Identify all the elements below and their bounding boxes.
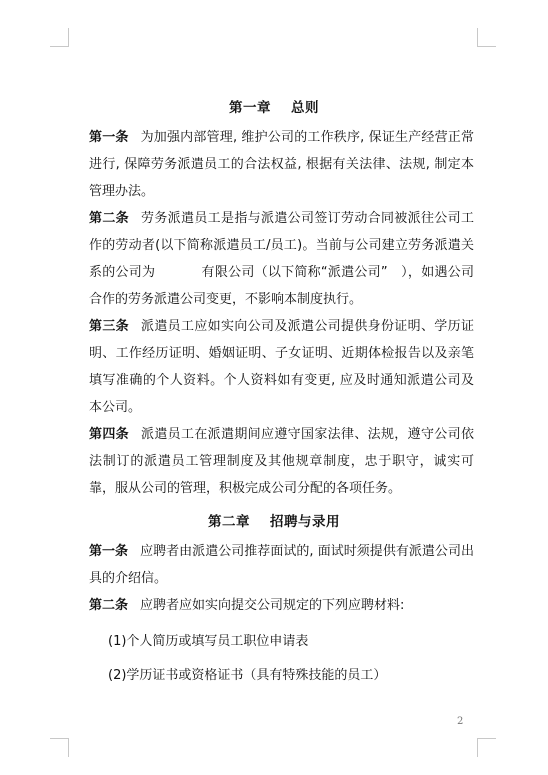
chapter2-article-2 [89, 592, 474, 619]
article-label: 第二条 [89, 598, 129, 613]
chapter1-article-3 [89, 313, 474, 421]
chapter2-article-1 [89, 538, 474, 592]
article-text: 应聘者应如实向提交公司规定的下列应聘材料: [140, 598, 405, 613]
chapter1-article-1 [89, 124, 474, 205]
article-label: 第一条 [89, 544, 129, 559]
chapter1-article-4 [89, 421, 474, 502]
chapter1-article-2 [89, 205, 474, 313]
corner-mark-top-left [50, 28, 69, 47]
chapter1-heading [0, 96, 548, 116]
list-item: (1)个人简历或填写员工职位申请表 [108, 634, 309, 649]
corner-mark-top-right [477, 28, 496, 47]
article-text-continued: 有限公司（以下简称“派遣公司” ），如遇公司合作的劳务派遣公司变更，不影响本制度执行。 [89, 265, 474, 307]
chapter2-number: 第二章 [208, 514, 250, 530]
page-number: 2 [457, 716, 464, 727]
chapter2-heading [0, 510, 548, 530]
chapter1-title: 总则 [291, 100, 319, 116]
article-text: 劳务派遣员工是指与派遣公司签订劳动合同被派往公司工作的劳动者(以下简称派遣员工/员工)。当前与公司建立劳务派遣关系的公司为 [89, 211, 474, 280]
article-text: 派遣员工在派遣期间应遵守国家法律、法规，遵守公司依法制订的派遣员工管理制度及其他规章制度，忠于职守，诚实可靠，服从公司的管理，积极完成公司分配的各项任务。 [89, 427, 474, 496]
article-label: 第二条 [89, 211, 129, 226]
article-text: 派遣员工应如实向公司及派遣公司提供身份证明、学历证明、工作经历证明、婚姻证明、子女证明、近期体检报告以及亲笔填写准确的个人资料。个人资料如有变更, 应及时通知派遣公司及本公司。 [89, 319, 474, 415]
article-text: 为加强内部管理, 维护公司的工作秩序, 保证生产经营正常进行, 保障劳务派遣员工的合法权益, 根据有关法律、法规, 制定本管理办法。 [89, 130, 474, 199]
article-label: 第四条 [89, 427, 129, 442]
corner-mark-bottom-right [477, 738, 496, 757]
chapter2-title: 招聘与录用 [270, 514, 340, 530]
chapter1-number: 第一章 [229, 100, 271, 116]
corner-mark-bottom-left [50, 738, 69, 757]
article-label: 第三条 [89, 319, 129, 334]
article-text: 应聘者由派遣公司推荐面试的, 面试时须提供有派遣公司出具的介绍信。 [89, 544, 474, 586]
article-label: 第一条 [89, 130, 129, 145]
list-item: (2)学历证书或资格证书（具有特殊技能的员工） [108, 668, 387, 683]
